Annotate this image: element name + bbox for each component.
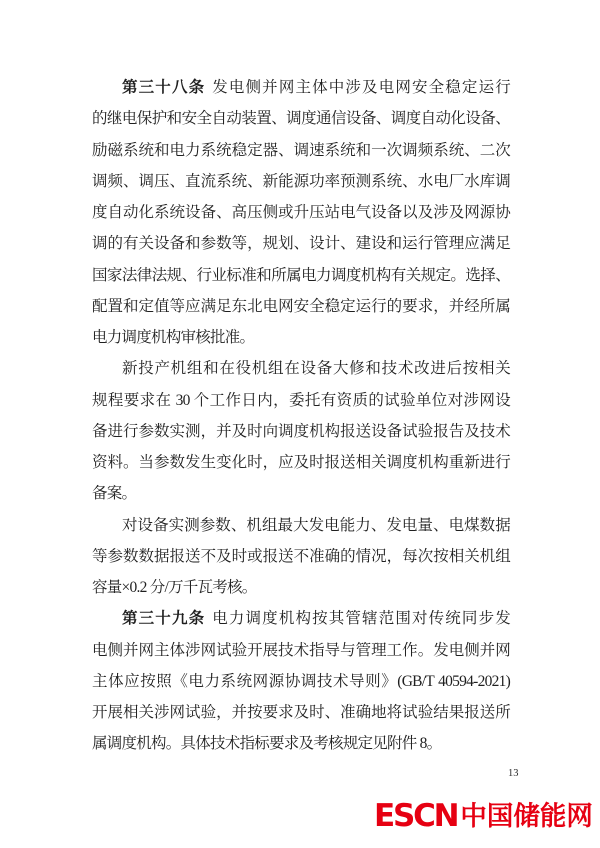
page-number: 13 (508, 768, 519, 779)
text-line: 开展相关涉网试验，并按要求及时、准确地将试验结果报送所 (92, 704, 510, 721)
text-line: 规程要求在 30 个工作日内，委托有资质的试验单位对涉网设 (92, 391, 510, 409)
logo-chinese-text: 中国储能网 (460, 801, 593, 832)
text-line: 等参数数据报送不及时或报送不准确的情况，每次按相关机组 (92, 547, 510, 565)
text-line: 配置和定值等应满足东北电网安全稳定运行的要求，并经所属 (92, 297, 510, 315)
text-line: 电力调度机构审核批准。 (92, 329, 255, 346)
text-line: 备案。 (92, 485, 137, 503)
text-line: 对设备实测参数、机组最大发电能力、发电量、电煤数据 (122, 516, 510, 534)
logo-latin-text: ESCN (374, 798, 458, 834)
text-line: 新投产机组和在役机组在设备大修和技术改进后按相关 (122, 360, 510, 378)
text-line: 第三十八条 发电侧并网主体中涉及电网安全稳定运行 (122, 79, 510, 96)
text-line: 容量×0.2 分/万千瓦考核。 (92, 579, 257, 596)
text-line: 主体应按照《电力系统网源协调技术导则》(GB/T 40594-2021) (92, 672, 510, 690)
text-line: 电侧并网主体涉网试验开展技术指导与管理工作。发电侧并网 (92, 641, 510, 659)
text-line: 第三十九条 电力调度机构按其管辖范围对传统同步发 (122, 610, 510, 628)
text-line: 属调度机构。具体技术指标要求及考核规定见附件 8。 (92, 735, 442, 753)
text-line: 国家法律法规、行业标准和所属电力调度机构有关规定。选择、 (92, 266, 510, 284)
article-number: 第三十八条 (122, 79, 206, 96)
text-block (92, 72, 510, 760)
text-line: 备进行参数实测，并及时向调度机构报送设备试验报告及技术 (92, 422, 510, 440)
text-line: 励磁系统和电力系统稳定器、调速系统和一次调频系统、二次 (92, 141, 510, 159)
escn-logo (374, 800, 593, 833)
text-line: 调的有关设备和参数等，规划、设计、建设和运行管理应满足 (92, 235, 510, 253)
text-line: 调频、调压、直流系统、新能源功率预测系统、水电厂水库调 (92, 172, 510, 190)
article-number: 第三十九条 (122, 610, 206, 628)
text-line: 资料。当参数发生变化时，应及时报送相关调度机构重新进行 (92, 454, 510, 471)
text-line: 的继电保护和安全自动装置、调度通信设备、调度自动化设备、 (92, 110, 510, 128)
text-line: 度自动化系统设备、高压侧或升压站电气设备以及涉及网源协 (92, 204, 510, 221)
